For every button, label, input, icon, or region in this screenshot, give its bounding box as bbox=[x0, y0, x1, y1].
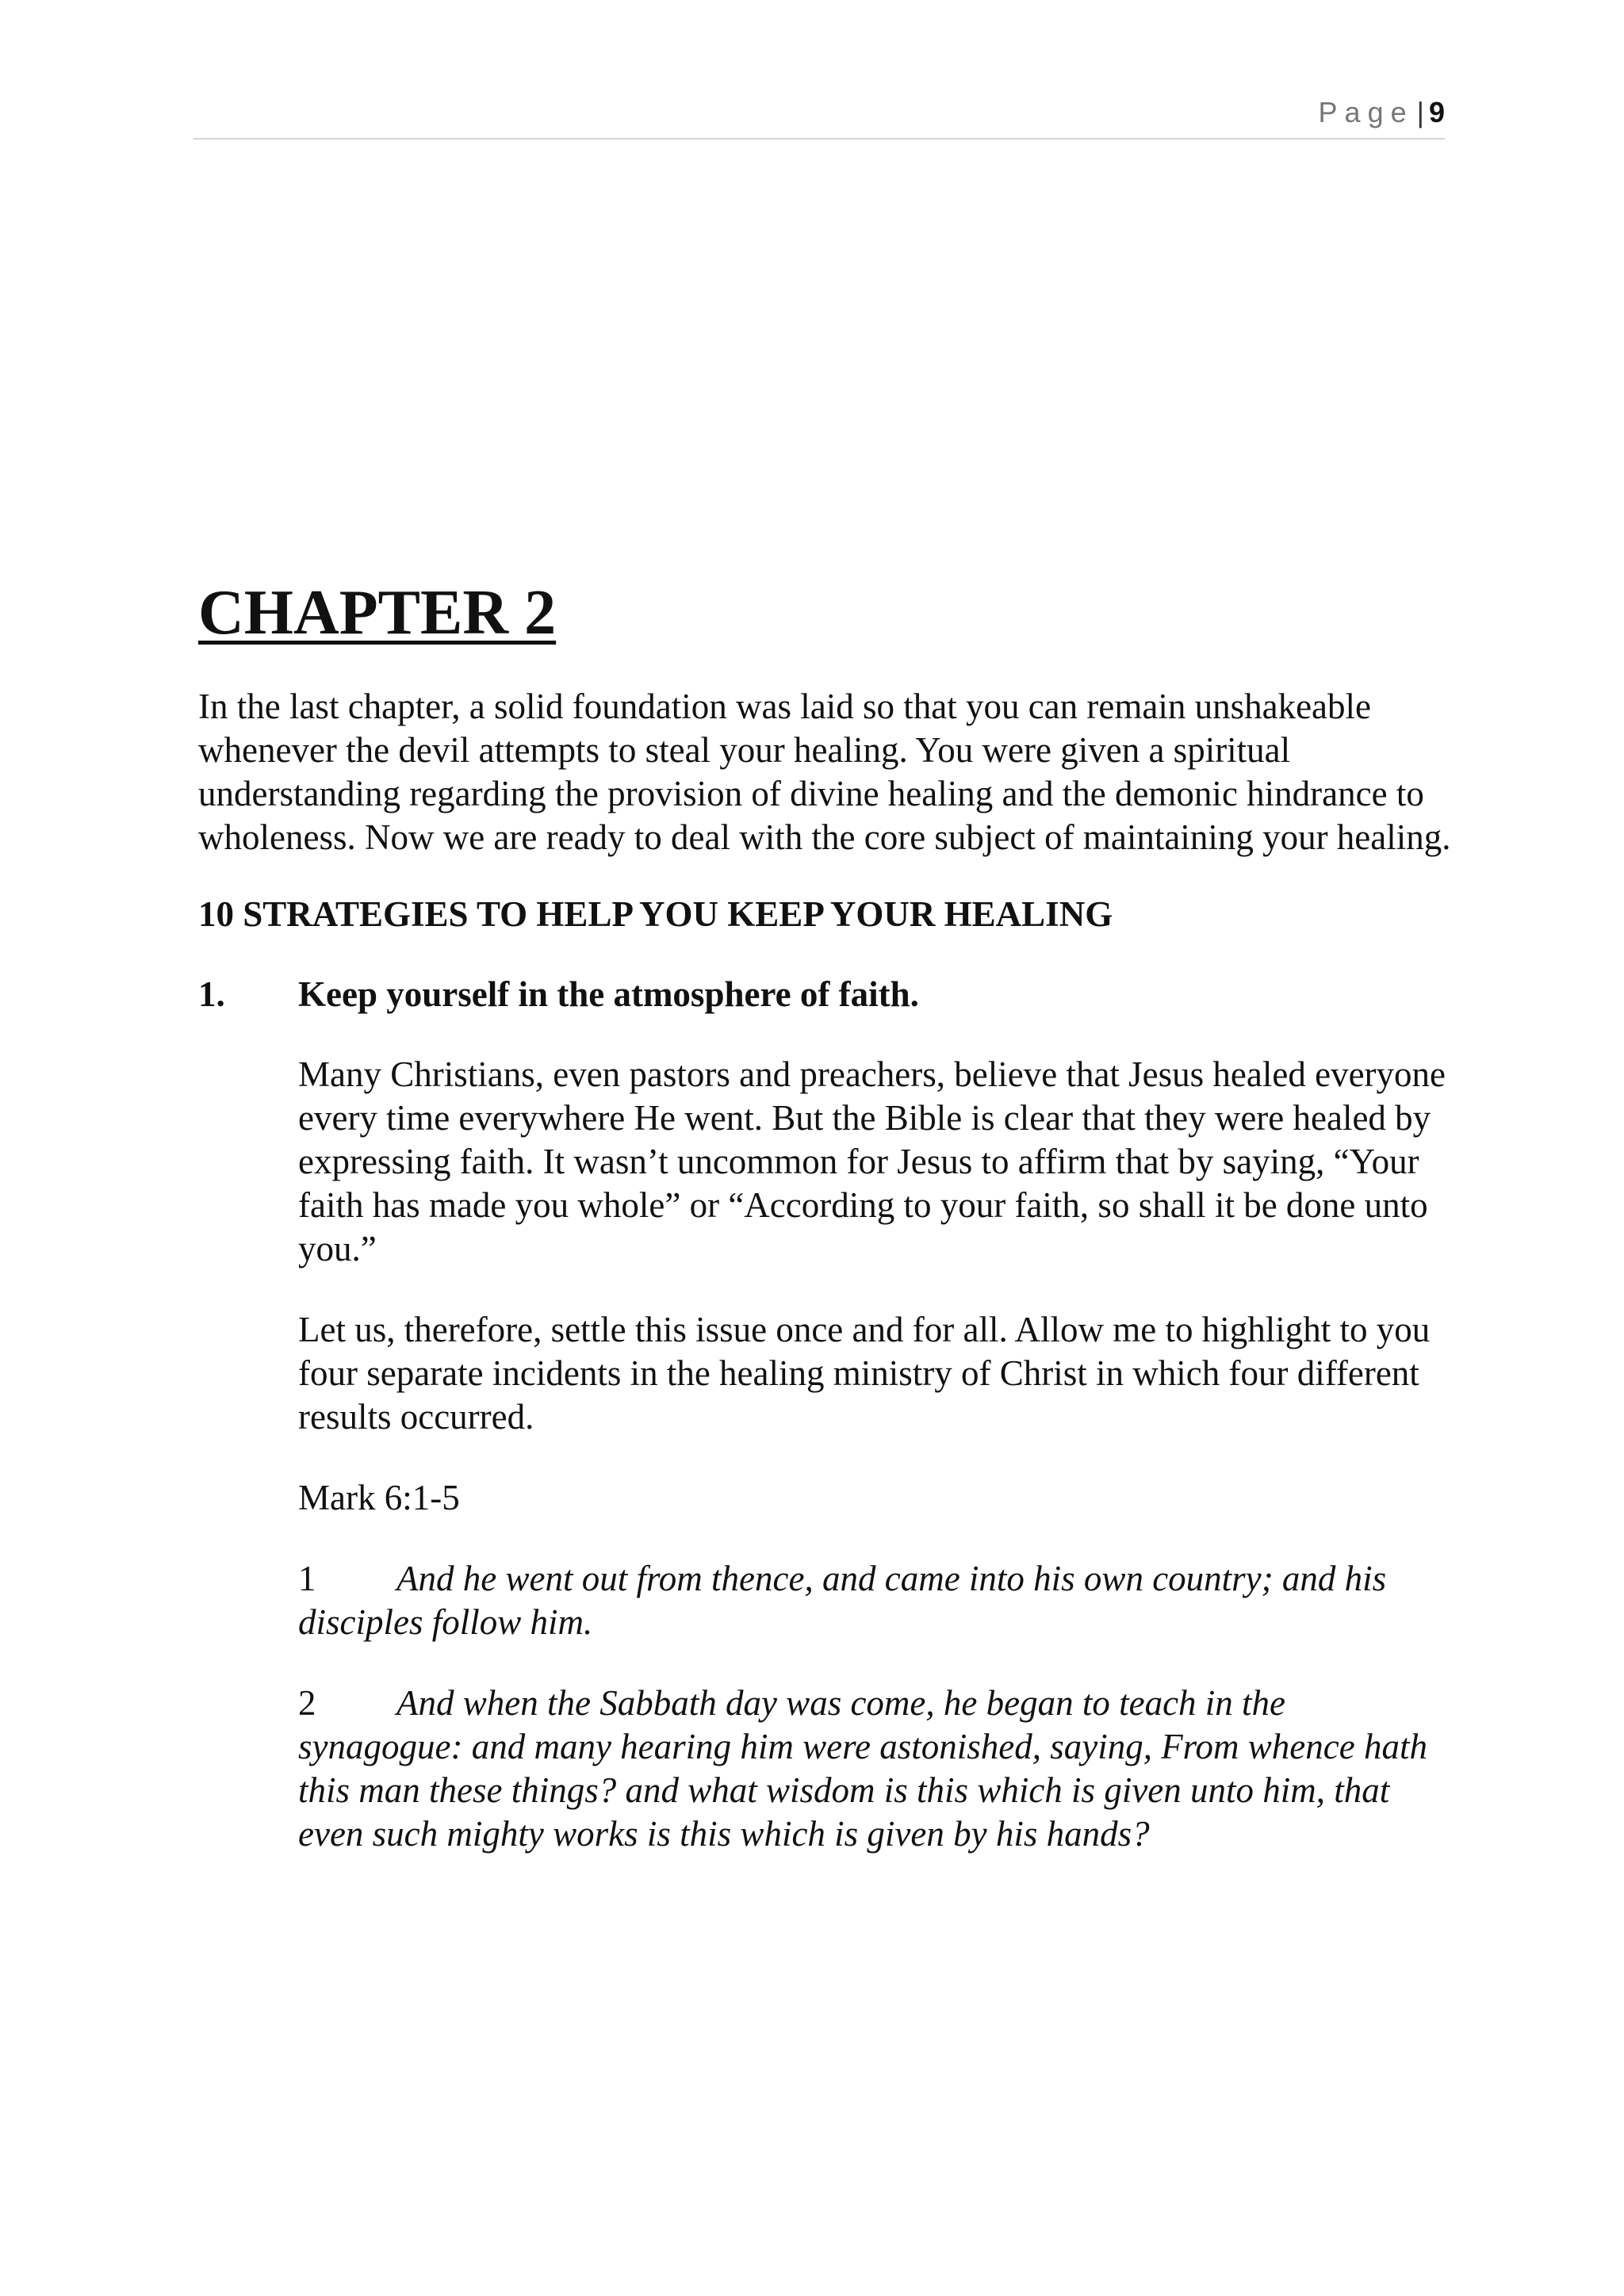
verse-1 bbox=[298, 1557, 1451, 1644]
strategy-title: Keep yourself in the atmosphere of faith. bbox=[298, 974, 919, 1014]
verse-text: And when the Sabbath day was come, he began to teach in the synagogue: and many hearing him were astonished, saying, From whence hath this man these things? and what wisdom is this which is given unto him, that even such mighty works is this which is given by his hands? bbox=[298, 1683, 1427, 1854]
page-word: Page bbox=[1318, 96, 1414, 128]
strategy-paragraph-2: Let us, therefore, settle this issue once and for all. Allow me to highlight to you four separate incidents in the healing ministry of Christ in which four different results occurred. bbox=[298, 1310, 1431, 1437]
section-heading: 10 STRATEGIES TO HELP YOU KEEP YOUR HEALING bbox=[198, 894, 1113, 934]
strategy-paragraph-1: Many Christians, even pastors and preachers, believe that Jesus healed everyone every time everywhere He went. But the Bible is clear that they were healed by expressing faith. It wasn’t uncommon for Jesus to affirm that by saying, “Your faith has made you whole” or “According to your faith, so shall it be done unto you.” bbox=[298, 1054, 1446, 1269]
scripture-reference: Mark 6:1-5 bbox=[298, 1478, 460, 1517]
chapter-title: CHAPTER 2 bbox=[198, 578, 557, 648]
verse-text: And he went out from thence, and came into his own country; and his disciples follow him. bbox=[298, 1559, 1387, 1642]
strategy-heading bbox=[198, 973, 1451, 1016]
verse-number: 1 bbox=[298, 1559, 316, 1598]
page-separator: | bbox=[1416, 96, 1424, 128]
page-number: 9 bbox=[1428, 96, 1445, 128]
page-number-label bbox=[1319, 94, 1445, 132]
strategy-body bbox=[298, 1053, 1451, 1856]
page-content bbox=[198, 571, 1451, 1893]
verse-number: 2 bbox=[298, 1683, 316, 1723]
strategy-number: 1. bbox=[198, 974, 225, 1014]
verse-2 bbox=[298, 1682, 1451, 1856]
page-header bbox=[193, 94, 1445, 140]
intro-paragraph: In the last chapter, a solid foundation was laid so that you can remain unshakeable whenever the devil attempts to steal your healing. You were given a spiritual understanding regarding the provision of divine healing and the demonic hindrance to wholeness. Now we are ready to deal with the core subject of maintaining your healing. bbox=[198, 687, 1451, 857]
